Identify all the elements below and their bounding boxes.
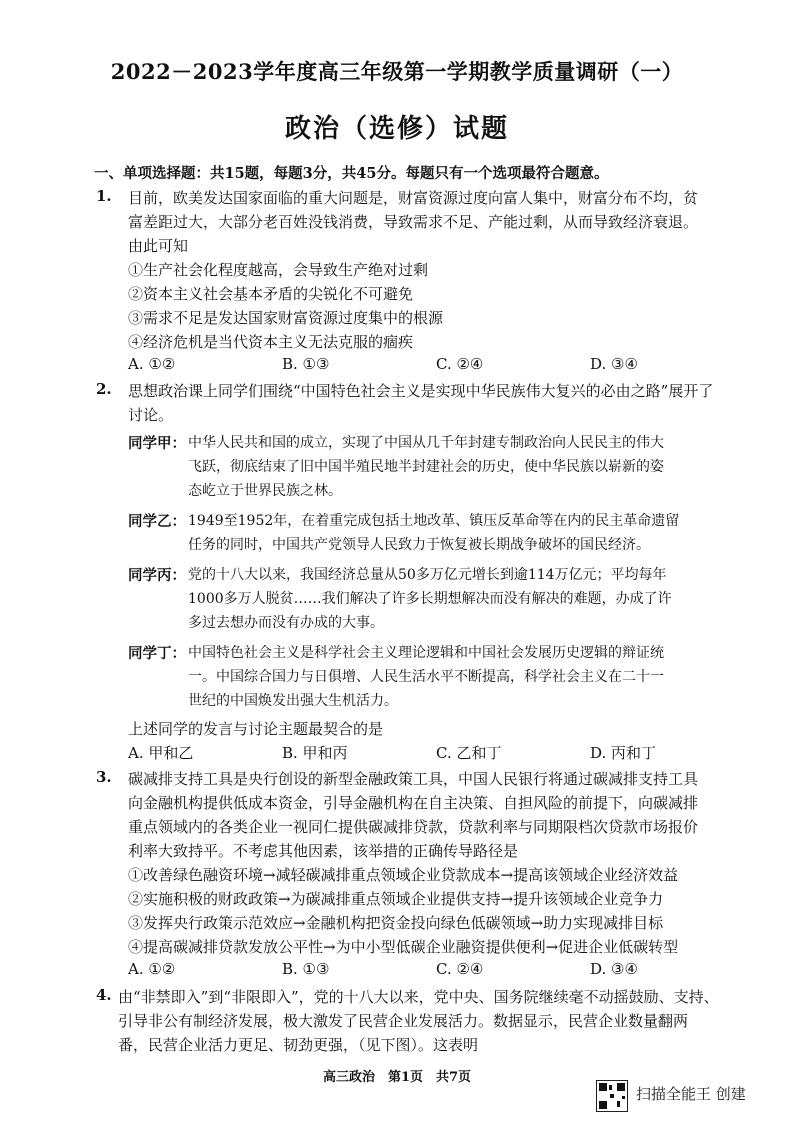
statement-item: ②实施积极的财政政策→为碳减排重点领域企业提供支持→提升该领域企业竞争力 [128,890,664,908]
speech-text: 1000多万人脱贫……我们解决了许多长期想解决而没有解决的难题，办成了许 [188,591,672,607]
option-c: C. 乙和丁 [436,744,502,762]
page-title: 2022－2023学年度高三年级第一学期教学质量调研（一） [110,59,684,84]
option-b: B. ①③ [282,960,330,978]
question-number: 3. [96,768,112,786]
speech-text: 飞跃，彻底结束了旧中国半殖民地半封建社会的历史，使中华民族以崭新的姿 [188,459,664,475]
qr-code-icon [596,1080,628,1112]
statement-item: ①生产社会化程度越高，会导致生产绝对过剩 [128,261,429,279]
question-text: 引导非公有制经济发展，极大激发了民营企业发展活力。数据显示，民营企业数量翻两 [118,1012,689,1030]
speech-text: 党的十八大以来，我国经济总量从50多万亿元增长到逾114万亿元；平均每年 [188,567,667,583]
question-number: 1. [96,187,112,205]
statement-item: ①改善绿色融资环境→减轻碳减排重点领域企业贷款成本→提高该领域企业经济效益 [128,866,679,884]
speech-text: 任务的同时，中国共产党领导人民致力于恢复被长期战争破坏的国民经济。 [188,537,650,553]
question-text: 富差距过大，大部分老百姓没钱消费，导致需求不足、产能过剩，从而导致经济衰退。 [128,213,699,231]
option-a: A. 甲和乙 [128,744,194,762]
speech-text: 中华人民共和国的成立，实现了中国从几千年封建专制政治向人民民主的伟大 [188,435,664,451]
question-text: 由“非禁即入”到“非限即入”，党的十八大以来，党中央、国务院继续毫不动摇鼓励、支持、 [118,988,719,1006]
option-a: A. ①② [128,355,176,373]
option-c: C. ②④ [436,355,484,373]
speech-text: 态屹立于世界民族之林。 [188,483,342,499]
question-number: 4. [96,986,112,1004]
option-d: D. ③④ [590,355,638,373]
question-text: 碳减排支持工具是央行创设的新型金融政策工具，中国人民银行将通过碳减排支持工具 [128,770,699,788]
option-d: D. 丙和丁 [590,744,657,762]
option-b: B. ①③ [282,355,330,373]
question-number: 2. [96,380,112,398]
option-b: B. 甲和丙 [282,744,348,762]
speaker-label: 同学丙： [128,567,186,584]
question-text: 番，民营企业活力更足、韧劲更强，（见下图）。这表明 [118,1036,479,1054]
speech-text: 一。中国综合国力与日俱增、人民生活水平不断提高，科学社会主义在二十一 [188,669,664,685]
question-text: 重点领域内的各类企业一视同仁提供碳减排贷款，贷款利率与同期限档次贷款市场报价 [128,818,699,836]
question-text: 讨论。 [128,406,174,424]
question-text: 目前，欧美发达国家面临的重大问题是，财富资源过度向富人集中，财富分布不均，贫 [128,189,699,207]
speech-text: 1949至1952年，在着重完成包括土地改革、镇压反革命等在内的民主革命遗留 [188,513,680,529]
statement-item: ④提高碳减排贷款发放公平性→为中小型低碳企业融资提供便利→促进企业低碳转型 [128,938,679,956]
speaker-label: 同学乙： [128,513,186,530]
speaker-label: 同学丁： [128,645,186,662]
statement-item: ③需求不足是发达国家财富资源过度集中的根源 [128,309,444,327]
option-d: D. ③④ [590,960,638,978]
question-text: 利率大致持平。不考虑其他因素，该举措的正确传导路径是 [128,842,519,860]
speaker-label: 同学甲： [128,435,186,452]
page-subtitle: 政治（选修）试题 [284,114,509,144]
option-a: A. ①② [128,960,176,978]
speech-text: 世纪的中国焕发出强大生机活力。 [188,693,398,709]
question-text: 由此可知 [128,237,189,255]
section-heading: 一、单项选择题：共15题，每题3分，共45分。每题只有一个选项最符合题意。 [94,165,609,182]
option-c: C. ②④ [436,960,484,978]
statement-item: ③发挥央行政策示范效应→金融机构把资金投向绿色低碳领域→助力实现减排目标 [128,914,664,932]
statement-item: ④经济危机是当代资本主义无法克服的痼疾 [128,333,414,351]
watermark-text: 扫描全能王 创建 [636,1085,746,1103]
question-text: 思想政治课上同学们围绕“中国特色社会主义是实现中华民族伟大复兴的必由之路”展开了 [128,382,714,400]
speech-text: 多过去想办而没有办成的大事。 [188,615,384,631]
question-prompt: 上述同学的发言与讨论主题最契合的是 [128,720,384,738]
page-footer: 高三政治 第1页 共7页 [322,1070,472,1085]
speech-text: 中国特色社会主义是科学社会主义理论逻辑和中国社会发展历史逻辑的辩证统 [188,645,664,661]
question-text: 向金融机构提供低成本资金，引导金融机构在自主决策、自担风险的前提下，向碳减排 [128,794,699,812]
statement-item: ②资本主义社会基本矛盾的尖锐化不可避免 [128,285,414,303]
